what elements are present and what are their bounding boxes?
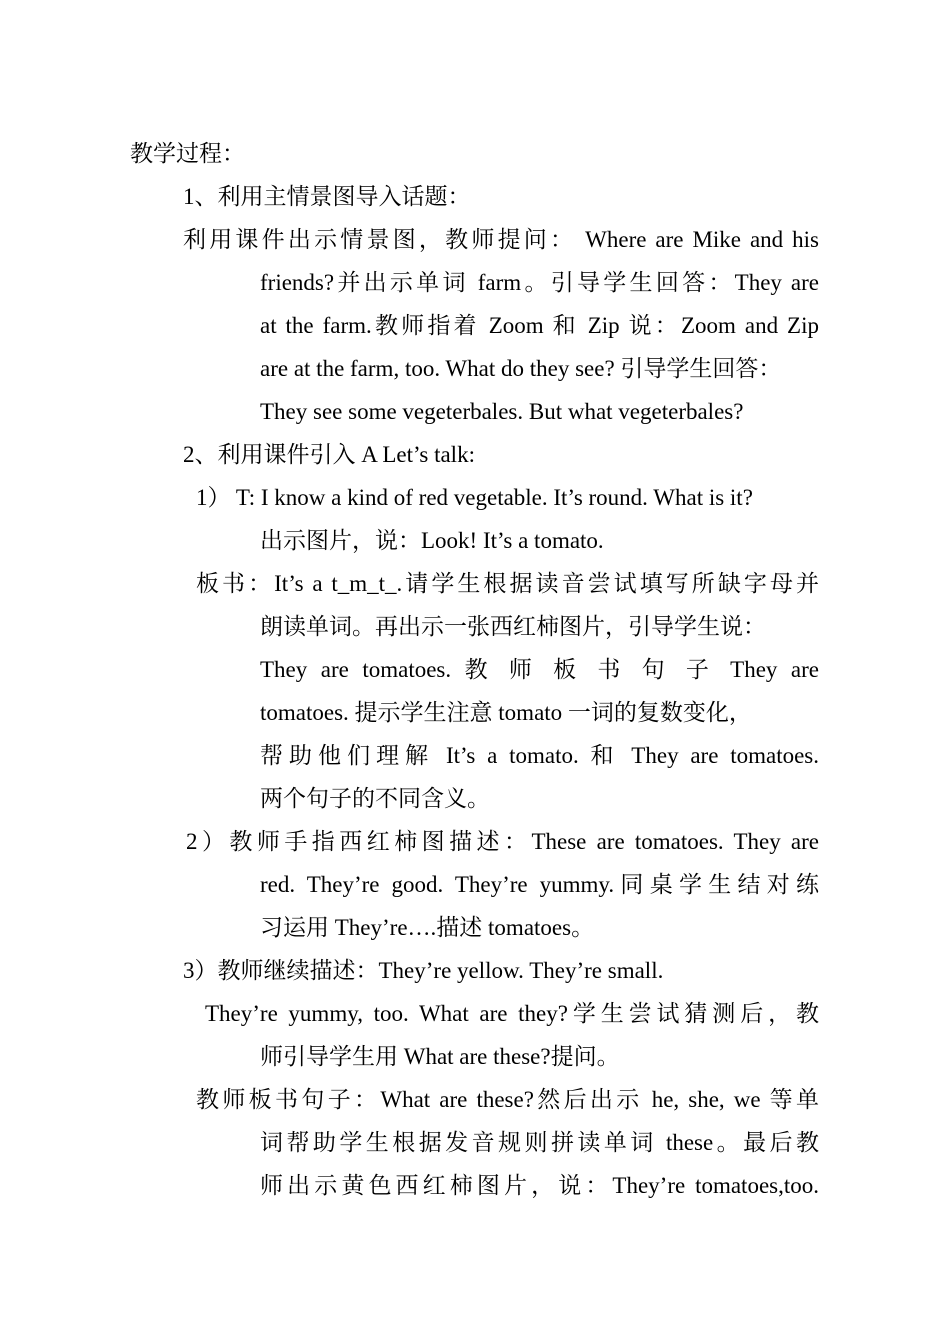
paragraph-line: They see some vegeterbales. But what vegeterbales? bbox=[260, 399, 744, 424]
paragraph-line: They are tomatoes. 教 师 板 书 句 子 They are bbox=[260, 657, 819, 682]
paragraph-line: 习运用 They’re….描述 tomatoes。 bbox=[260, 915, 595, 940]
paragraph-line: 帮助他们理解 It’s a tomato. 和 They are tomatoes. bbox=[260, 743, 819, 768]
paragraph-line: 3）教师继续描述：They’re yellow. They’re small. bbox=[183, 958, 664, 983]
paragraph-line: 师出示黄色西红柿图片，说：They’re tomatoes,too. bbox=[260, 1173, 819, 1198]
paragraph-line: are at the farm, too. What do they see? 引导学生回答： bbox=[260, 356, 782, 381]
paragraph-line: They’re yummy, too. What are they?学生尝试猜测后，教 bbox=[205, 1001, 819, 1026]
paragraph-line: 1） T: I know a kind of red vegetable. It’s round. What is it? bbox=[196, 485, 753, 510]
paragraph-line: 师引导学生用 What are these?提问。 bbox=[260, 1044, 620, 1069]
paragraph-line: 教师板书句子：What are these?然后出示 he, she, we 等单 bbox=[196, 1087, 819, 1112]
paragraph-line: 朗读单词。再出示一张西红柿图片，引导学生说： bbox=[260, 614, 766, 639]
step-2-title: 2、利用课件引入 A Let’s talk: bbox=[183, 442, 475, 467]
paragraph-line: tomatoes. 提示学生注意 tomato 一词的复数变化， bbox=[260, 700, 752, 725]
paragraph-line: 两个句子的不同含义。 bbox=[260, 786, 490, 811]
paragraph-line: 词帮助学生根据发音规则拼读单词 these。最后教 bbox=[260, 1130, 819, 1155]
paragraph-line: red. They’re good. They’re yummy.同桌学生结对练 bbox=[260, 872, 819, 897]
paragraph-line: 板书：It’s a t_m_t_.请学生根据读音尝试填写所缺字母并 bbox=[196, 571, 819, 596]
section-heading: 教学过程： bbox=[130, 141, 245, 166]
paragraph-line: 2）教师手指西红柿图描述：These are tomatoes. They are bbox=[186, 829, 819, 854]
paragraph-line: at the farm.教师指着 Zoom 和 Zip 说：Zoom and Zip bbox=[260, 313, 819, 338]
step-1-title: 1、利用主情景图导入话题： bbox=[183, 184, 471, 209]
paragraph-line: 利用课件出示情景图，教师提问： Where are Mike and his bbox=[183, 227, 819, 252]
paragraph-line: friends?并出示单词 farm。引导学生回答：They are bbox=[260, 270, 819, 295]
paragraph-line: 出示图片，说：Look! It’s a tomato. bbox=[260, 528, 604, 553]
